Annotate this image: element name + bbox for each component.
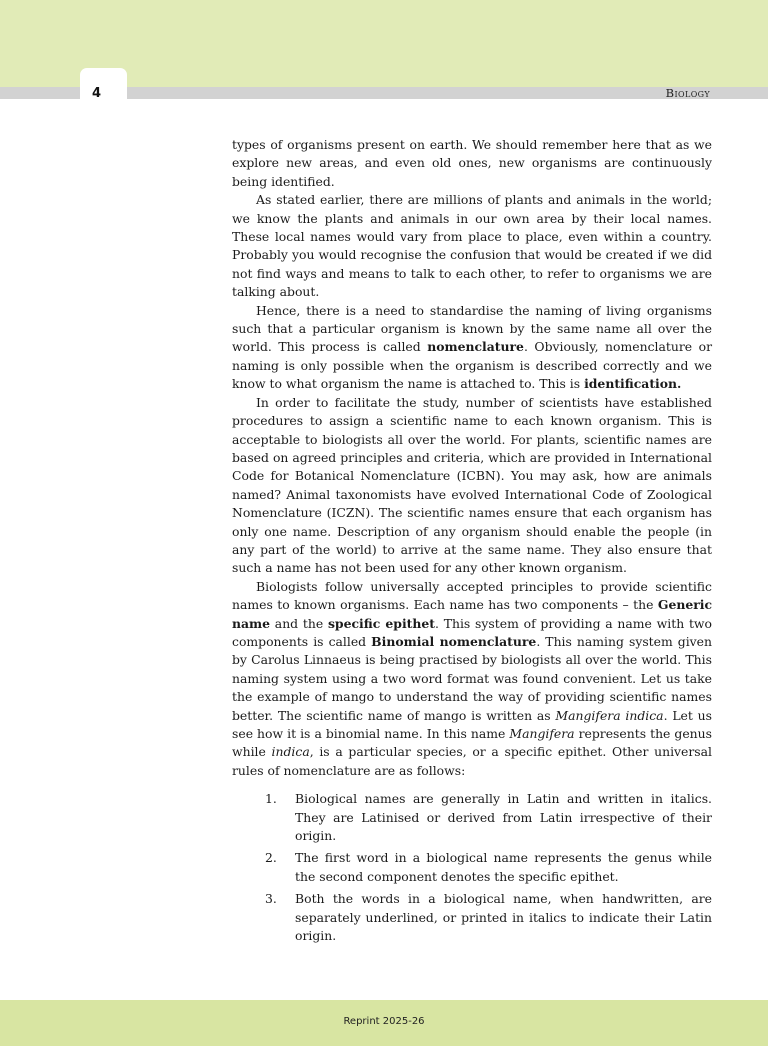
body-text xyxy=(232,136,712,949)
page-number: 4 xyxy=(91,86,102,101)
rule-number: 1. xyxy=(265,791,277,807)
text-run: . This system of providing a name with two components is called xyxy=(232,615,712,649)
text-run: . This naming system given by Carolus Linnaeus is being practised by biologists all over the world. This naming system using a two word format was found convenient. Let us take the example of mango to understand the way of providing scientific names better. The scientific name of mango is written as xyxy=(232,633,712,723)
bold-term: nomenclature xyxy=(427,339,524,355)
rule-text: Biological names are generally in Latin and written in italics. They are Latinised or derived from Latin irrespective of their origin. xyxy=(295,791,712,844)
text-run: types of organisms present on earth. We should remember here that as we explore new areas, and even old ones, new organisms are continuously being identified. xyxy=(232,137,712,189)
italic-term: Mangifera xyxy=(509,726,575,741)
rule-item xyxy=(232,790,712,845)
text-run: . Obviously, nomenclature or naming is only possible when the organism is described correctly and we know to what organism the name is attached to. This is xyxy=(232,339,712,392)
bold-term: identification. xyxy=(584,376,682,392)
text-run: Hence, there is a need to standardise the naming of living organisms such that a particular organism is known by the same name all over the world. This process is called xyxy=(232,302,712,355)
italic-term: indica xyxy=(271,744,310,760)
text-run: and the xyxy=(270,615,328,631)
text-run: In order to facilitate the study, number of scientists have established procedures to assign a scientific name to each known organism. This is acceptable to biologists all over the world. For plants, scientific names are based on agreed principles and criteria, which are provided in International Code for Botanical Nomenclature (ICBN). You may ask, how are animals named? Animal taxonomists have evolved International Code of Zoological Nomenclature (ICZN). The scientific names ensure that each organism has only one name. Description of any organism should enable the people (in any part of the world) to arrive at the same name. They also ensure that such a name has not been used for any other known organism. xyxy=(232,394,712,576)
text-run: , is a particular species, or a specific epithet. Other universal rules of nomenclature are as follows: xyxy=(232,744,712,778)
paragraph xyxy=(232,136,712,191)
bold-term: Binomial nomenclature xyxy=(371,633,537,649)
rule-item xyxy=(232,849,712,886)
paragraph xyxy=(232,302,712,394)
rule-text: The first word in a biological name represents the genus while the second component denotes the specific epithet. xyxy=(295,850,712,884)
nomenclature-rules-list xyxy=(232,790,712,945)
text-run: represents the genus while xyxy=(232,726,712,760)
running-head: Biology xyxy=(665,86,710,100)
reprint-footer: Reprint 2025-26 xyxy=(343,1016,425,1027)
rule-number: 2. xyxy=(265,850,277,866)
rule-item xyxy=(232,890,712,945)
italic-term: Mangifera indica xyxy=(555,707,664,723)
bold-term: Generic name xyxy=(232,597,712,631)
rule-text: Both the words in a biological name, when handwritten, are separately underlined, or printed in italics to indicate their Latin origin. xyxy=(295,891,712,944)
rule-number: 3. xyxy=(265,891,277,907)
text-run: Biologists follow universally accepted principles to provide scientific names to known organisms. Each name has two components – the xyxy=(232,578,712,613)
paragraphs xyxy=(232,136,712,780)
text-run: As stated earlier, there are millions of plants and animals in the world; we know the plants and animals in our own area by their local names. These local names would vary from place to place, even within a country. Probably you would recognise the confusion that would be created if we did not find ways and means to talk to each other, to refer to organisms we are talking about. xyxy=(232,192,712,300)
text-run: . Let us see how it is a binomial name. In this name xyxy=(232,707,713,741)
paragraph xyxy=(232,578,712,780)
bold-term: specific epithet xyxy=(327,615,436,631)
paragraph xyxy=(232,394,712,578)
paragraph xyxy=(232,191,712,301)
